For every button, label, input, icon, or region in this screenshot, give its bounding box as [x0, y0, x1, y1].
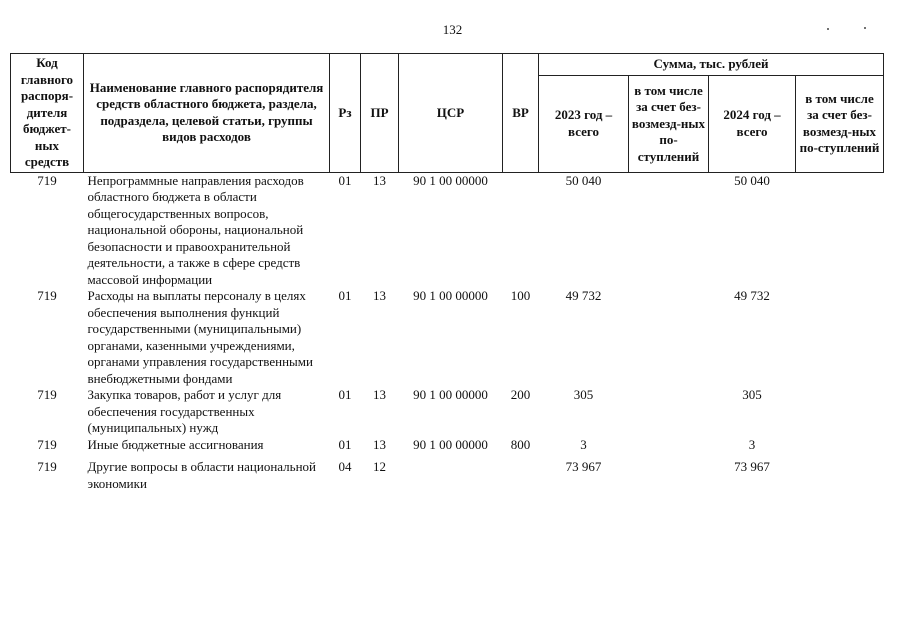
budget-table: [10, 53, 884, 492]
cell-pr: 12: [373, 459, 386, 474]
cell-name: Непрограммные направления расходов областного бюджета в области общегосударственных вопросов, национальной обороны, национальной безопасности и правоохранительной деятельности, а также в сфере средств массовой информации: [87, 172, 304, 287]
scan-speck: [827, 28, 829, 30]
cell-2024-total: 3: [748, 436, 756, 452]
cell-2023-total: 73 967: [565, 459, 602, 474]
scan-speck: [864, 27, 866, 29]
cell-2023-total: 49 732: [565, 288, 602, 303]
cell-2024-gratuitous: [796, 437, 884, 454]
cell-2023-gratuitous: [629, 288, 709, 387]
table-row: [11, 288, 884, 387]
cell-vr: 100: [510, 288, 531, 303]
cell-csr: 90 1 00 00000: [413, 172, 488, 188]
header-2023-gratuitous: в том числе за счет без-возмезд-ных по-ступлений: [629, 76, 709, 173]
cell-code: 719: [37, 436, 57, 452]
cell-rz: 01: [338, 172, 352, 188]
cell-2024-gratuitous: [796, 387, 884, 437]
cell-2023-total: 3: [580, 436, 587, 452]
header-vr: ВР: [503, 54, 539, 173]
page-number: 132: [442, 22, 463, 37]
cell-rz: 04: [338, 459, 352, 474]
table-row: [11, 437, 884, 454]
cell-2023-gratuitous: [629, 387, 709, 437]
cell-csr: [399, 453, 503, 492]
cell-csr: 90 1 00 00000: [413, 387, 488, 402]
cell-code: 719: [37, 387, 57, 402]
cell-rz: 01: [338, 288, 352, 303]
table-row: [11, 453, 884, 492]
cell-2023-gratuitous: [629, 437, 709, 454]
cell-pr: 13: [373, 288, 386, 303]
header-name: Наименование главного распорядителя средств областного бюджета, раздела, подраздела, целевой статьи, группы видов расходов: [84, 54, 330, 173]
table-row: [11, 172, 884, 288]
cell-2024-gratuitous: [796, 453, 884, 492]
cell-csr: 90 1 00 00000: [413, 436, 488, 452]
cell-vr: [503, 453, 539, 492]
header-code: Код главного распоря-дителя бюджет-ных средств: [11, 54, 84, 173]
cell-rz: 01: [338, 436, 352, 452]
cell-csr: 90 1 00 00000: [413, 288, 488, 303]
cell-2023-total: 50 040: [565, 172, 602, 188]
table-row: [11, 387, 884, 437]
cell-2024-gratuitous: [796, 288, 884, 387]
cell-code: 719: [37, 288, 57, 303]
header-2024-gratuitous: в том числе за счет без-возмезд-ных по-ступлений: [796, 76, 884, 173]
cell-name: Расходы на выплаты персоналу в целях обеспечения выполнения функций государственными (муниципальными) органами, казенными учреждениями, органами управления государственными внебюджетными фондами: [87, 288, 313, 386]
header-pr: ПР: [361, 54, 399, 173]
cell-2023-gratuitous: [629, 453, 709, 492]
cell-2023-gratuitous: [629, 172, 709, 288]
cell-code: 719: [37, 172, 57, 188]
header-rz: Рз: [330, 54, 361, 173]
cell-name: Закупка товаров, работ и услуг для обеспечения государственных (муниципальных) нужд: [87, 387, 282, 435]
cell-2024-total: 73 967: [734, 459, 770, 474]
cell-vr: 200: [510, 387, 531, 402]
header-2023-total: 2023 год – всего: [539, 76, 629, 173]
cell-rz: 01: [338, 387, 352, 402]
cell-name: Иные бюджетные ассигнования: [87, 436, 264, 452]
header-csr: ЦСР: [399, 54, 503, 173]
header-2024-total: 2024 год – всего: [709, 76, 796, 173]
table-body: [11, 172, 884, 492]
table-header: [11, 54, 884, 173]
cell-2023-total: 305: [573, 387, 594, 402]
cell-vr: [503, 172, 539, 288]
cell-2024-total: 305: [742, 387, 762, 402]
header-sum-group: Сумма, тыс. рублей: [539, 54, 884, 76]
cell-2024-total: 50 040: [734, 172, 770, 188]
cell-name: Другие вопросы в области национальной экономики: [87, 459, 316, 491]
cell-pr: 13: [373, 436, 386, 452]
cell-2024-total: 49 732: [734, 288, 770, 303]
cell-vr: 800: [510, 436, 531, 452]
cell-pr: 13: [373, 172, 386, 188]
cell-pr: 13: [373, 387, 386, 402]
cell-2024-gratuitous: [796, 172, 884, 288]
cell-code: 719: [37, 459, 57, 474]
